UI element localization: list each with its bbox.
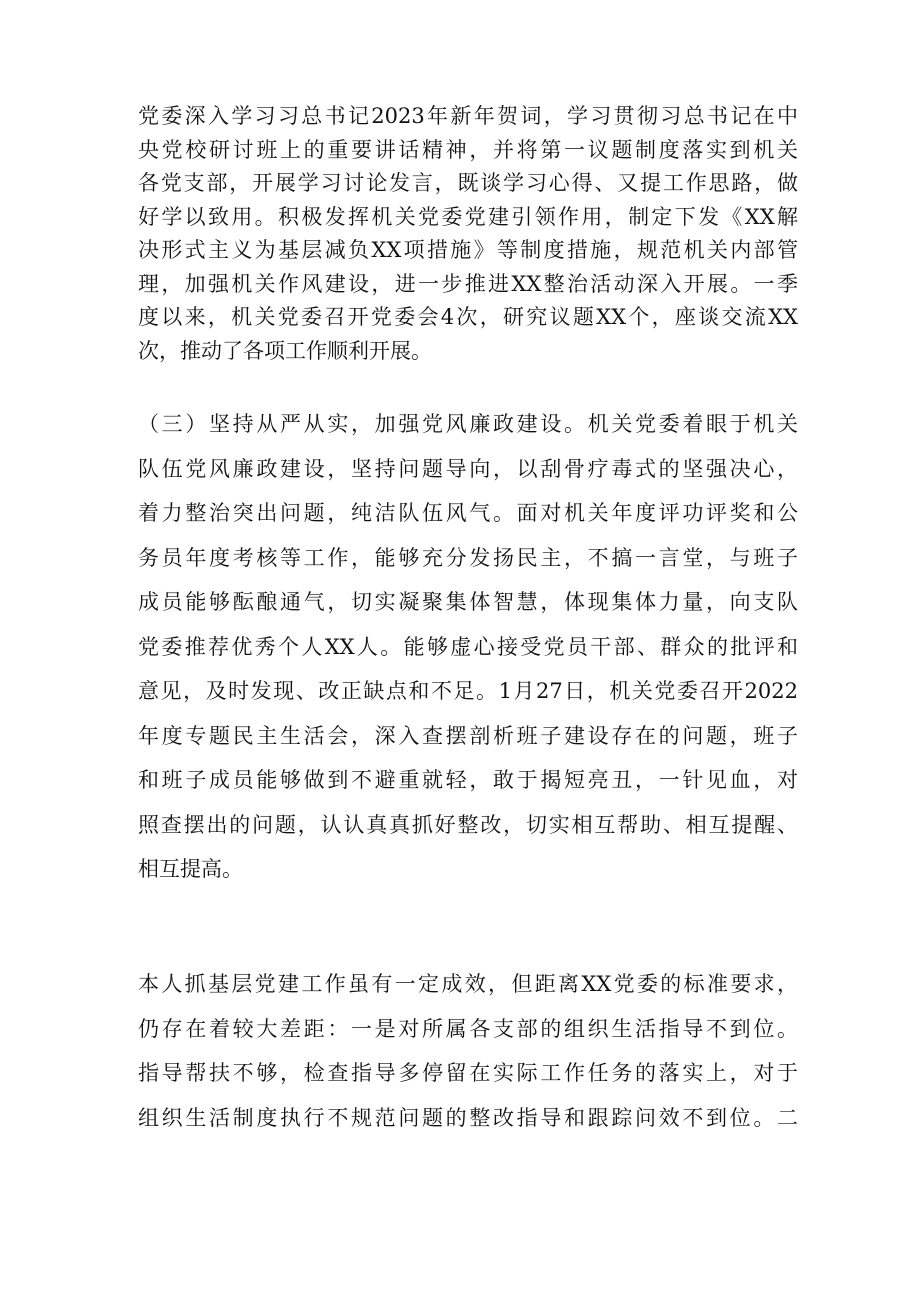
text-line: 好学以致用。积极发挥机关党委党建引领作用，制定下发《XX解 [138, 204, 798, 229]
text-line: 党委深入学习习总书记2023年新年贺词，学习贯彻习总书记在中 [138, 104, 798, 128]
text-line: 指导帮扶不够，检查指导多停留在实际工作任务的落实上，对于 [138, 1061, 798, 1085]
text-line: 相互提高。 [138, 857, 243, 881]
paragraph-shortcomings [138, 962, 798, 1140]
text-line: 着力整治突出问题，纯洁队伍风气。面对机关年度评功评奖和公 [138, 501, 798, 525]
text-line: 理，加强机关作风建设，进一步推进XX整治活动深入开展。一季 [138, 271, 798, 296]
text-line: 本人抓基层党建工作虽有一定成效，但距离XX党委的标准要求， [138, 972, 798, 996]
paragraph-party-study [138, 100, 798, 368]
text-line: 度以来，机关党委召开党委会4次，研究议题XX个，座谈交流XX [138, 305, 798, 329]
paragraph-integrity-building [138, 402, 798, 892]
text-line: 队伍党风廉政建设，坚持问题导向，以刮骨疗毒式的坚强决心， [138, 456, 798, 481]
text-line: 央党校研讨班上的重要讲话精神，并将第一议题制度落实到机关 [138, 137, 798, 162]
text-line: 组织生活制度执行不规范问题的整改指导和跟踪问效不到位。二 [138, 1105, 798, 1130]
text-line: 各党支部，开展学习讨论发言，既谈学习心得、又提工作思路，做 [138, 171, 798, 195]
text-line: （三）坚持从严从实，加强党风廉政建设。机关党委着眼于机关 [138, 412, 798, 436]
text-line: 次，推动了各项工作顺利开展。 [138, 338, 432, 363]
text-line: 和班子成员能够做到不避重就轻，敢于揭短亮丑，一针见血，对 [138, 768, 798, 792]
text-line: 仍存在着较大差距：一是对所属各支部的组织生活指导不到位。 [138, 1016, 798, 1041]
text-line: 决形式主义为基层减负XX项措施》等制度措施，规范机关内部管 [138, 238, 798, 262]
text-line: 意见，及时发现、改正缺点和不足。1月27日，机关党委召开2022 [138, 679, 798, 703]
text-line: 照查摆出的问题，认认真真抓好整改，切实相互帮助、相互提醒、 [138, 812, 798, 837]
text-line: 成员能够酝酿通气，切实凝聚集体智慧，体现集体力量，向支队 [138, 590, 798, 614]
text-line: 党委推荐优秀个人XX人。能够虚心接受党员干部、群众的批评和 [138, 634, 798, 659]
text-line: 务员年度考核等工作，能够充分发扬民主，不搞一言堂，与班子 [138, 545, 798, 570]
text-line: 年度专题民主生活会，深入查摆剖析班子建设存在的问题，班子 [138, 723, 798, 748]
